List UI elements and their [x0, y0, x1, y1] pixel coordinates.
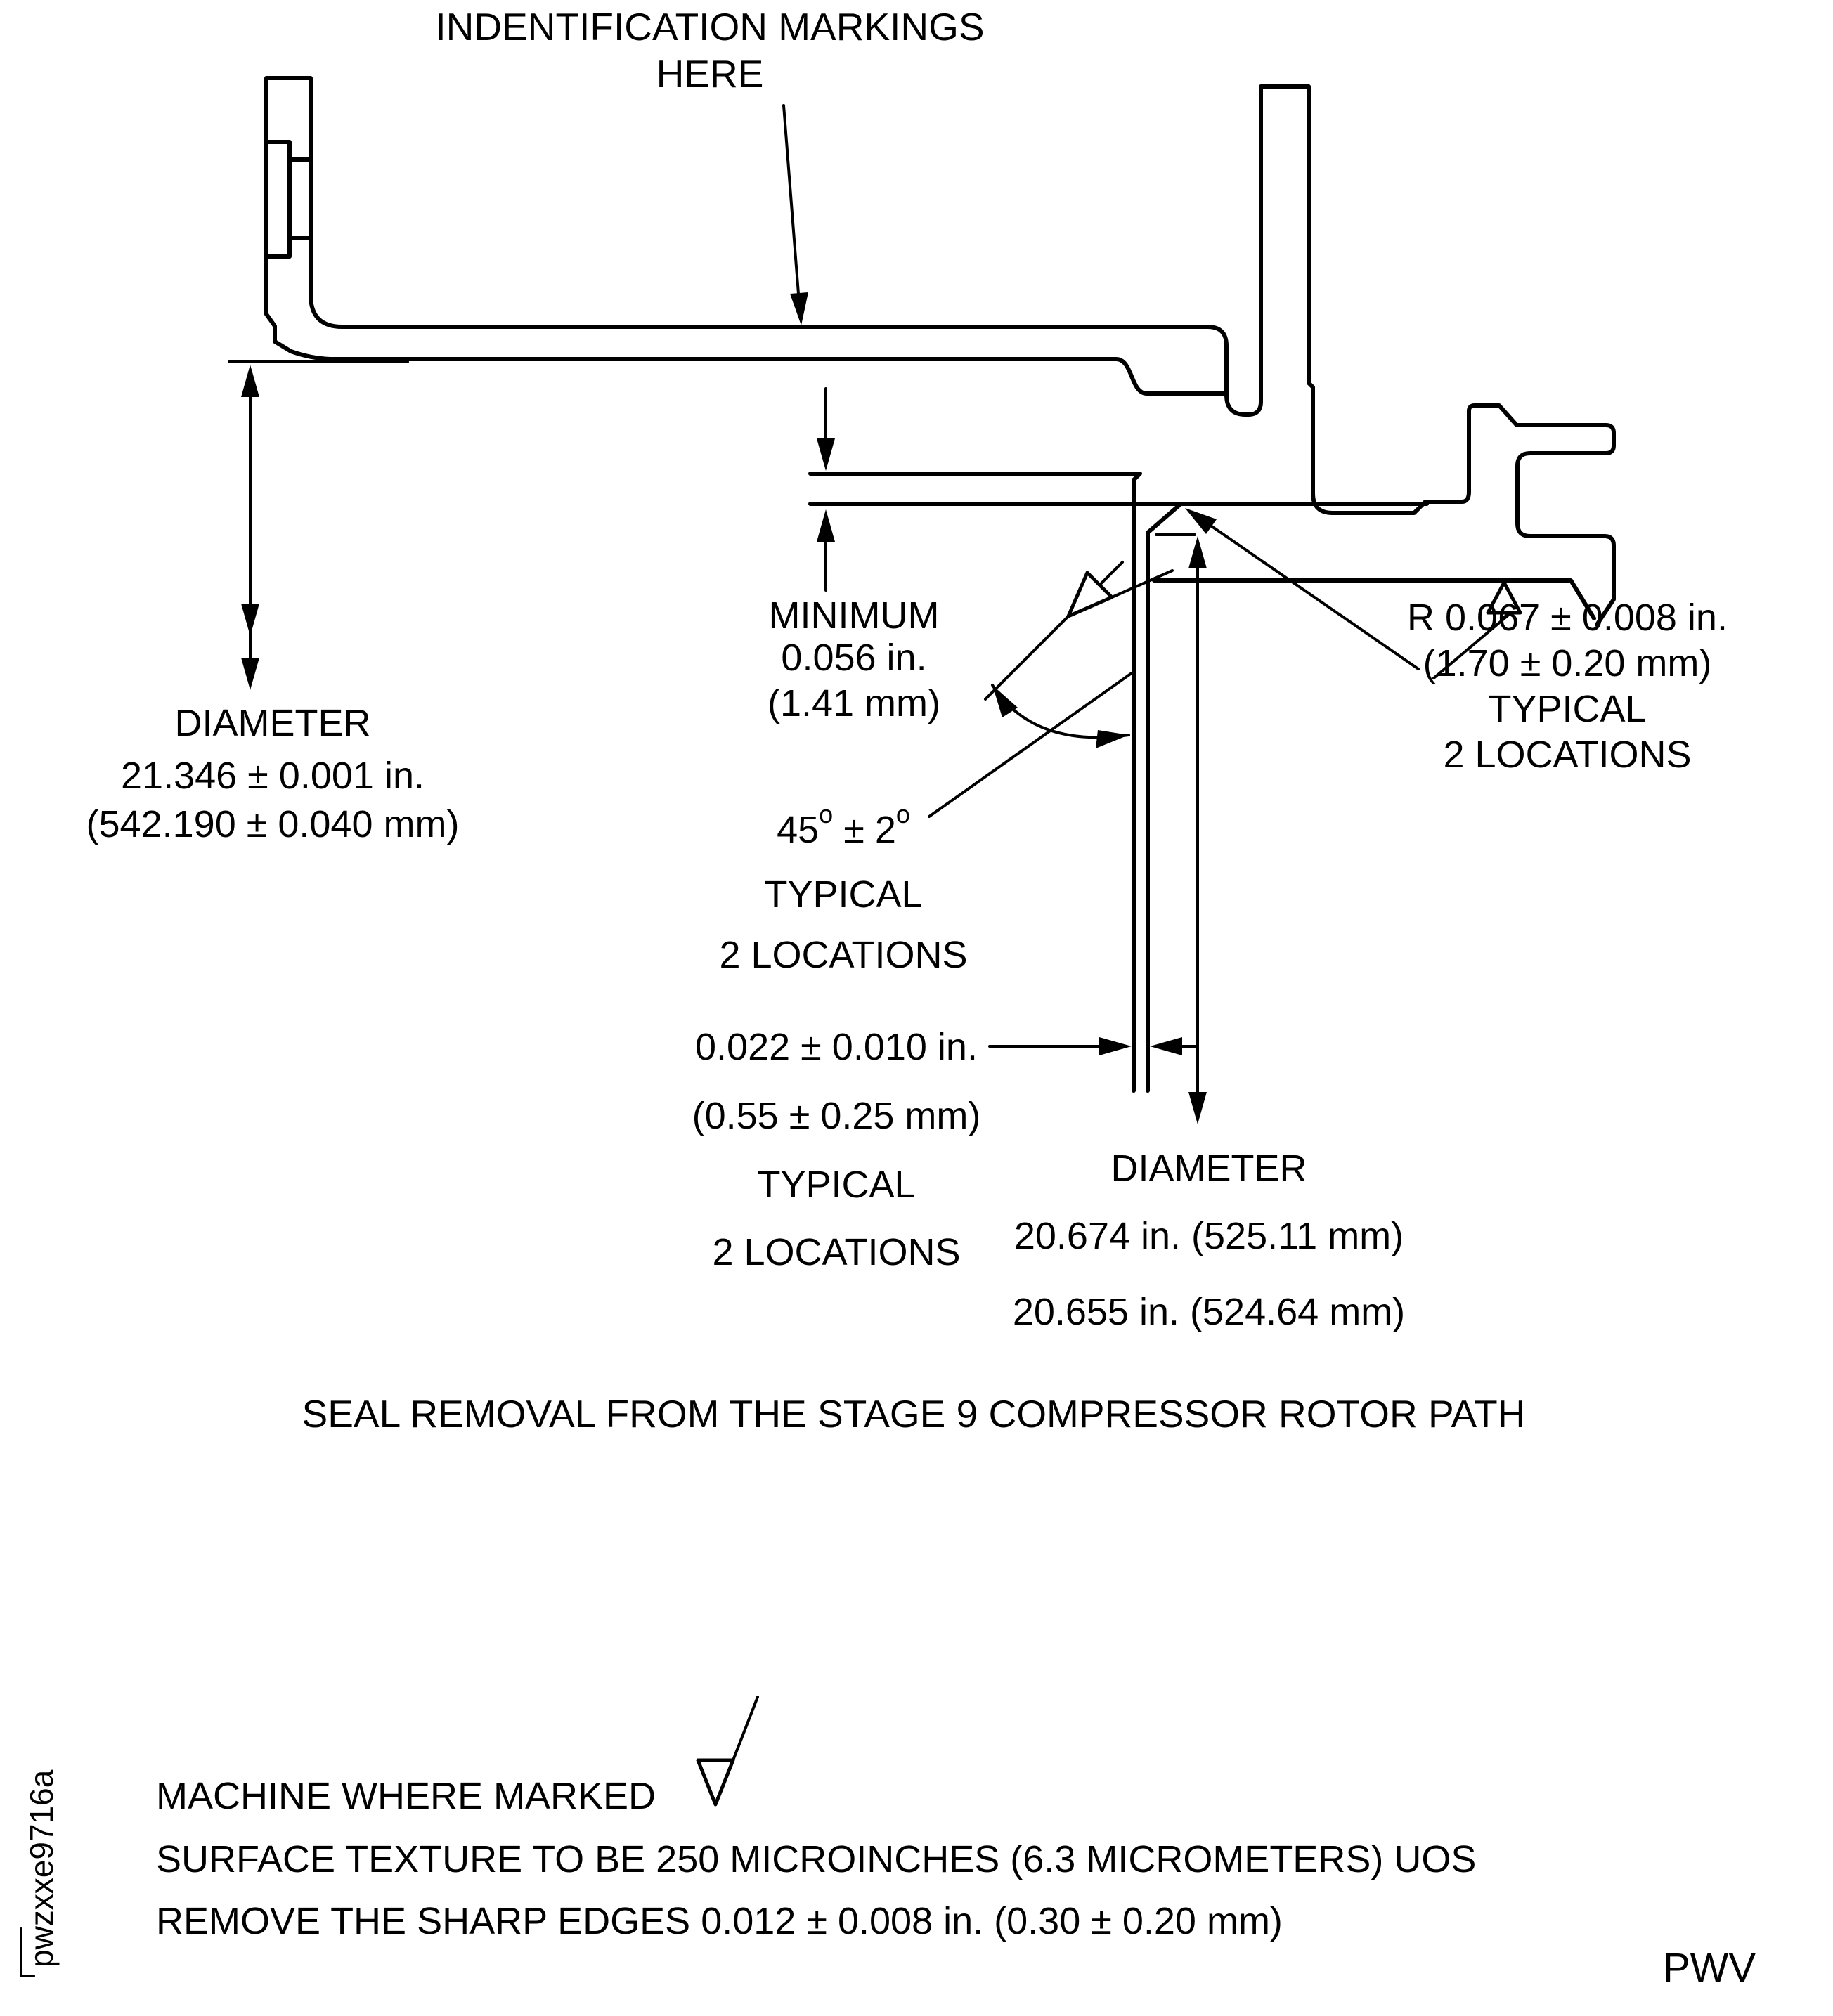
angle-tolerance: ± 2 [833, 809, 896, 851]
machining-flag-tail [1112, 571, 1172, 597]
path-diameter-label: DIAMETER [1110, 1147, 1307, 1190]
angle-number: 45 [777, 809, 820, 851]
note-remove-sharp-edges: REMOVE THE SHARP EDGES 0.012 ± 0.008 in. (0.30 ± 0.20 mm) [156, 1900, 1283, 1942]
text-layer [23, 5, 1756, 1991]
flange-step-lines [266, 142, 311, 256]
hub-diameter-inches: 21.346 ± 0.001 in. [121, 755, 425, 797]
arrowhead-icon [1185, 508, 1217, 534]
rotor-section-outline [266, 78, 1614, 625]
note-machine-where-marked: MACHINE WHERE MARKED [156, 1775, 656, 1817]
material-removal-symbol-tail [733, 1697, 758, 1760]
arrowhead-icon [1150, 1037, 1182, 1055]
arrowhead-icon [1188, 1092, 1207, 1124]
path-diameter-min: 20.655 in. (524.64 mm) [1012, 1291, 1406, 1333]
arrowhead-icon [817, 438, 835, 471]
arrowhead-icon [1096, 730, 1129, 748]
groove-width-mm: (0.55 ± 0.25 mm) [692, 1095, 981, 1137]
chamfer-locations: 2 LOCATIONS [719, 934, 968, 976]
arrowhead-icon [241, 604, 259, 636]
hub-diameter-label: DIAMETER [174, 702, 371, 744]
watermark-code: pwzxxe9716a [23, 1769, 60, 1968]
minimum-label: MINIMUM [768, 594, 940, 637]
arrowhead-icon [992, 685, 1018, 717]
arrowhead-icon [1188, 536, 1207, 568]
radius-mm: (1.70 ± 0.20 mm) [1423, 642, 1712, 684]
radius-typical: TYPICAL [1488, 688, 1647, 730]
chamfer-typical: TYPICAL [764, 873, 923, 916]
minimum-mm: (1.41 mm) [767, 682, 941, 724]
chamfer-angle-value [777, 800, 910, 851]
arrowhead-icon [817, 509, 835, 542]
groove-chamfer-edge [1148, 505, 1180, 533]
material-removal-symbol-icon [698, 1760, 733, 1804]
title-line-2: HERE [656, 52, 764, 96]
groove-width-inches: 0.022 ± 0.010 in. [695, 1026, 978, 1068]
radius-locations: 2 LOCATIONS [1443, 734, 1692, 776]
minimum-inches: 0.056 in. [781, 637, 927, 679]
arrowhead-icon [1099, 1037, 1132, 1055]
chamfer-extension-line [985, 562, 1122, 699]
brand-mark: PWV [1662, 1945, 1756, 1991]
arrowhead-icon [790, 292, 808, 325]
groove-width-typical: TYPICAL [757, 1164, 916, 1206]
degree-symbol: o [895, 800, 910, 828]
identification-leader-line [784, 105, 798, 294]
title-line-1: INDENTIFICATION MARKINGS [435, 5, 985, 48]
degree-symbol: o [819, 800, 834, 828]
figure-caption: SEAL REMOVAL FROM THE STAGE 9 COMPRESSOR ROTOR PATH [302, 1392, 1526, 1436]
radius-leader-line [1212, 526, 1418, 669]
note-surface-texture: SURFACE TEXTURE TO BE 250 MICROINCHES (6.3 MICROMETERS) UOS [156, 1838, 1477, 1880]
arrowhead-icon [241, 365, 259, 397]
arrowhead-icon [241, 658, 259, 690]
seal-land-top-line [810, 474, 1140, 480]
angle-arc [992, 685, 1129, 737]
radius-inches: R 0.067 ± 0.008 in. [1407, 597, 1728, 639]
hub-diameter-mm: (542.190 ± 0.040 mm) [86, 803, 460, 845]
groove-width-locations: 2 LOCATIONS [712, 1231, 961, 1273]
path-diameter-max: 20.674 in. (525.11 mm) [1013, 1215, 1404, 1257]
